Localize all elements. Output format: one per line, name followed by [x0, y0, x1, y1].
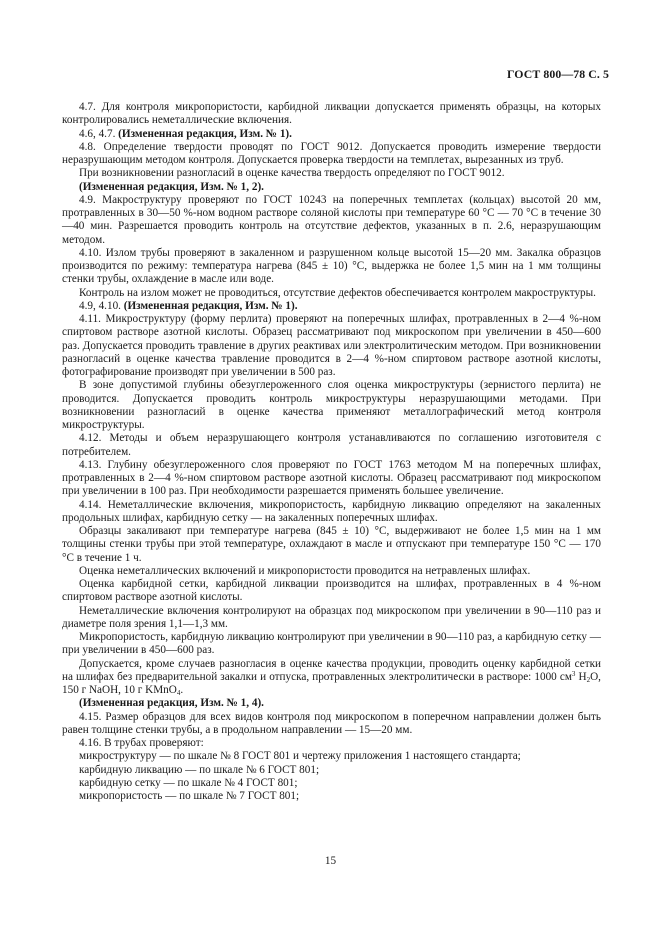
page-header: ГОСТ 800—78 С. 5 — [506, 67, 609, 81]
amendment-note — [62, 181, 601, 194]
paragraph-text: Оценка неметаллических включений и микропористости проводится на нетравленых шлифах. — [79, 564, 531, 577]
amendment-label: (Измененная редакция, Изм. № 1). — [118, 127, 292, 140]
paragraph-text: Образцы закаливают при температуре нагрева (845 ± 10) °С, выдерживают не более 1,5 мин на 1 мм толщины стенки трубы при этой температуре, охлаждают в масле и отпускают при температуре 150 °С — 170 °С в течение 1 ч. — [62, 525, 601, 564]
clause-reference: 4.6, 4.7. — [79, 127, 119, 140]
amendment-label: (Измененная редакция, Изм. № 1). — [123, 299, 298, 312]
paragraph-4-10: 4.10. Излом трубы проверяют в закаленном и разрушенном кольце высотой 15—20 мм. Закалка образцов производится по режиму: температура нагрева (845 ± 10) °С, выдержка не более 1,5 мин на 1 мм толщины стенки трубы, охлаждение в масле или воде. — [62, 246, 601, 286]
paragraph-text: Контроль на излом может не проводиться, отсутствие дефектов обеспечивается контролем макроструктуры. — [79, 286, 596, 299]
list-item: микроструктуру — по шкале № 8 ГОСТ 801 и чертежу приложения 1 настоящего стандарта; — [79, 750, 521, 763]
list-item: микропористость — по шкале № 7 ГОСТ 801; — [79, 790, 300, 802]
formula-part: . — [180, 684, 184, 696]
paragraph-4-9: 4.9. Макроструктуру проверяют по ГОСТ 10243 на поперечных темплетах (кольцах) высотой 20 мм, протравленных в 30—50 %-ном водном растворе соляной кислоты при температуре 60 °С — 70 °С в течение 30—40 мин. Разрешается проводить контроль на отсутствие дефектов, указанных в п. 2.6, неразрушающим методом. — [62, 193, 601, 246]
paragraph-4-12: 4.12. Методы и объем неразрушающего контроля устанавливаются по соглашению изготовителя с потребителем. — [62, 432, 601, 458]
paragraph-text: В зоне допустимой глубины обезуглероженного слоя оценка микроструктуры (зернистого перлита) не проводится. Допускается проводить контроль микроструктуры неразрушающими методами. При возникновении разногласий в оценке качества применяют металлографический метод контроля микроструктуры. — [62, 379, 601, 431]
paragraph-text: Неметаллические включения контролируют на образцах под микроскопом при увеличении в 90—110 раз и диаметре поля зрения 1,1—1,3 мм. — [62, 604, 601, 630]
paragraph-4-11: 4.11. Микроструктуру (форму перлита) проверяют на поперечных шлифах, протравленных в 2—4 %-ном спиртовом растворе азотной кислоты. Образец рассматривают под микроскопом при увеличении в 450—600 раз. Допускается проводить травление в других реактивах или электролитическим методом. При возникновении разногласий в оценке качества травление проводится в 2—4 %-ном спиртовом растворе азотной кислоты, фотографирование производят при увеличении в 500 раз. — [62, 313, 601, 378]
amendment-note — [62, 128, 601, 141]
amendment-label: (Измененная редакция, Изм. № 1, 4). — [79, 697, 264, 710]
paragraph-text: Микропористость, карбидную ликвацию контролируют при увеличении в 90—110 раз, а карбидную сетку — при увеличении в 450—600 раз. — [62, 631, 601, 657]
amendment-note — [62, 697, 601, 710]
paragraph-4-14: 4.14. Неметаллические включения, микропористость, карбидную ликвацию определяют на закаленных продольных шлифах, карбидную сетку — на закаленных поперечных шлифах. — [62, 498, 601, 524]
clause-reference: 4.9, 4.10. — [79, 299, 124, 312]
superscript: 3 — [571, 669, 576, 678]
amendment-note — [62, 300, 601, 313]
page-number: 15 — [324, 855, 337, 867]
subscript: 4 — [176, 689, 181, 697]
paragraph-text-part: Допускается, кроме случаев разногласия в оценке качества продукции, проводить оценку карбидной сетки на шлифах без предварительной закалки и отпуска, протравленных электролитически в растворе: 1000 см — [62, 657, 601, 683]
paragraph-4-16: 4.16. В трубах проверяют: — [79, 737, 204, 749]
formula-part: О, 150 г NaOH, 10 г KMnO — [62, 670, 601, 696]
formula-part: Н — [575, 670, 587, 683]
list-item: карбидную ликвацию — по шкале № 6 ГОСТ 801; — [79, 763, 320, 776]
subscript: 2 — [586, 675, 591, 684]
amendment-label: (Измененная редакция, Изм. № 1, 2). — [79, 180, 264, 193]
paragraph-text: Оценка карбидной сетки, карбидной ликвации производится на шлифах, протравленных в 4 %-ном спиртовом растворе азотной кислоты. — [62, 578, 601, 604]
paragraph-4-7: 4.7. Для контроля микропористости, карбидной ликвации допускается применять образцы, на которых контролировались неметаллические включения. — [62, 101, 601, 127]
list-item: карбидную сетку — по шкале № 4 ГОСТ 801; — [79, 776, 298, 789]
paragraph-text: При возникновении разногласий в оценке качества твердость определяют по ГОСТ 9012. — [79, 167, 505, 180]
paragraph-4-15: 4.15. Размер образцов для всех видов контроля под микроскопом в поперечном направлении должен быть равен толщине стенки трубы, а в продольном направлении — 15—20 мм. — [62, 710, 601, 736]
inspection-list — [62, 737, 601, 803]
paragraph-4-8: 4.8. Определение твердости проводят по ГОСТ 9012. Допускается проводить измерение твердости неразрушающим методом контроля. Допускается проверка твердости на темплетах, вырезанных из труб. — [62, 140, 601, 166]
paragraph-solution-formula — [62, 658, 601, 698]
document-body — [62, 101, 601, 803]
paragraph-4-13: 4.13. Глубину обезуглероженного слоя проверяют по ГОСТ 1763 методом М на поперечных шлифах, протравленных в 2—4 %-ном спиртовом растворе азотной кислоты. Образец рассматривают под микроскопом при увеличении в 100 раз. При необходимости разрешается применять большее увеличение. — [62, 458, 601, 498]
